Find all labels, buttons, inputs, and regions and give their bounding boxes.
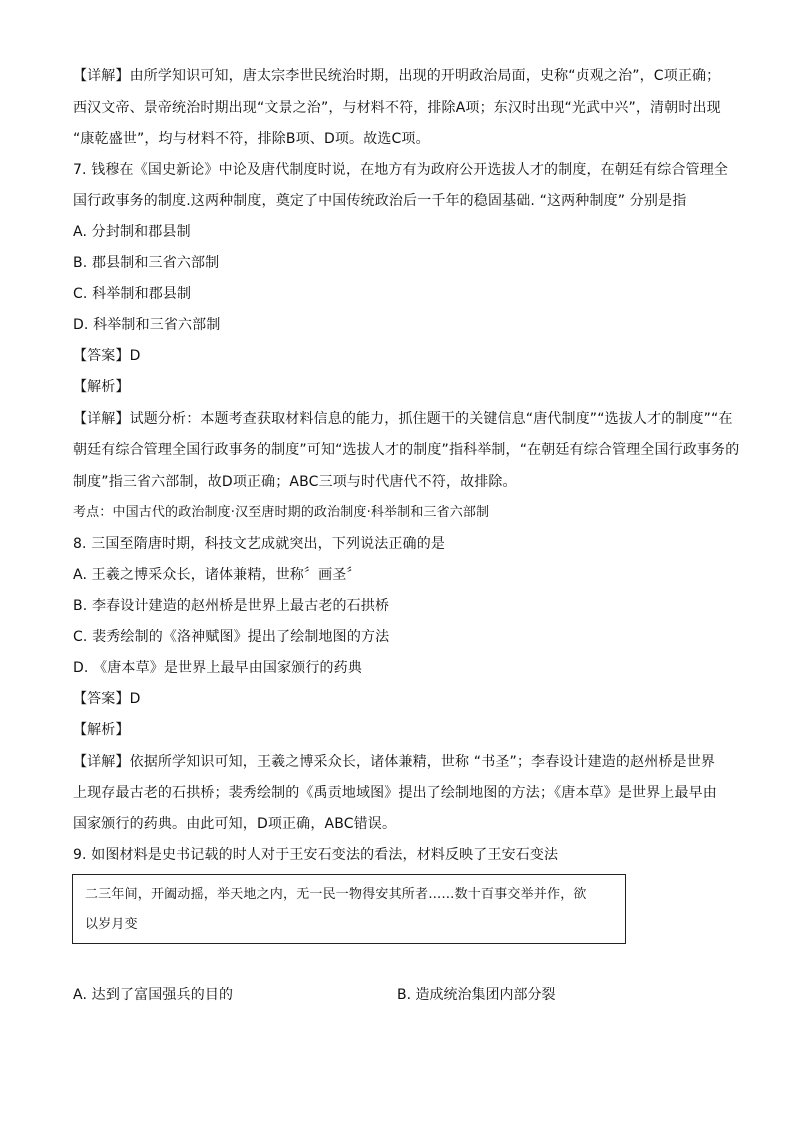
q7-knowledge-point: 考点：中国古代的政治制度·汉至唐时期的政治制度·科举制和三省六部制 bbox=[73, 505, 490, 520]
q7-analysis-line-1: 【详解】试题分析：本题考查获取材料信息的能力，抓住题干的关键信息“唐代制度”“选拔人才的制度”“在 bbox=[73, 411, 733, 427]
q8-option-a: A. 王羲之博采众长，诸体兼精，世称〞画圣〞 bbox=[73, 567, 361, 583]
q8-answer: 【答案】D bbox=[73, 691, 141, 707]
q8-option-c: C. 裴秀绘制的《洛神赋图》提出了绘制地图的方法 bbox=[73, 629, 390, 645]
q7-answer: 【答案】D bbox=[73, 348, 141, 364]
q7-stem-line-2: 国行政事务的制度.这两种制度，奠定了中国传统政治后一千年的稳固基础. “这两种制度” 分别是指 bbox=[73, 193, 687, 209]
q7-option-d: D. 科举制和三省六部制 bbox=[73, 317, 221, 333]
q7-analysis-line-3: 制度”指三省六部制，故D项正确；ABC三项与时代唐代不符，故排除。 bbox=[73, 474, 517, 490]
q8-analysis-line-1: 【详解】依据所学知识可知，王羲之博采众长，诸体兼精，世称 “书圣”；李春设计建造的赵州桥是世界 bbox=[73, 754, 716, 770]
q7-analysis-line-2: 朝廷有综合管理全国行政事务的制度”可知“选拔人才的制度”指科举制，“在朝廷有综合管理全国行政事务的 bbox=[73, 442, 740, 458]
q8-stem: 8. 三国至隋唐时期，科技文艺成就突出，下列说法正确的是 bbox=[73, 536, 446, 552]
q7-analysis-heading: 【解析】 bbox=[73, 379, 130, 395]
q9-quote-box bbox=[72, 874, 626, 944]
q8-option-b: B. 李春设计建造的赵州桥是世界上最古老的石拱桥 bbox=[73, 598, 390, 614]
q7-option-a: A. 分封制和郡县制 bbox=[73, 224, 191, 240]
q6-analysis-line-3: “康乾盛世”，均与材料不符，排除B项、D项。故选C项。 bbox=[73, 131, 430, 147]
q9-option-a: A. 达到了富国强兵的目的 bbox=[73, 987, 234, 1003]
quote-line-2: 以岁月变 bbox=[85, 917, 138, 932]
q8-option-d: D. 《唐本草》是世界上最早由国家颁行的药典 bbox=[73, 660, 362, 676]
q7-option-c: C. 科举制和郡县制 bbox=[73, 286, 192, 302]
q6-analysis-line-1: 【详解】由所学知识可知，唐太宗李世民统治时期，出现的开明政治局面，史称“贞观之治”，C项正确； bbox=[73, 68, 721, 84]
q9-option-b: B. 造成统治集团内部分裂 bbox=[397, 987, 556, 1003]
quote-line-1: 二三年间，开阖动摇，举天地之内，无一民一物得安其所者……数十百事交举并作，欲 bbox=[85, 887, 587, 902]
q8-analysis-line-3: 国家颁行的药典。由此可知，D项正确，ABC错误。 bbox=[73, 816, 397, 832]
q6-analysis-line-2: 西汉文帝、景帝统治时期出现“文景之治”，与材料不符，排除A项；东汉时出现“光武中兴”，清朝时出现 bbox=[73, 100, 721, 116]
q7-stem-line-1: 7. 钱穆在《国史新论》中论及唐代制度时说，在地方有为政府公开选拔人才的制度，在朝廷有综合管理全 bbox=[73, 162, 729, 178]
q9-stem: 9. 如图材料是史书记载的时人对于王安石变法的看法，材料反映了王安石变法 bbox=[73, 847, 559, 863]
q8-analysis-heading: 【解析】 bbox=[73, 722, 130, 738]
q7-option-b: B. 郡县制和三省六部制 bbox=[73, 255, 220, 271]
q8-analysis-line-2: 上现存最古老的石拱桥；裴秀绘制的《禹贡地域图》提出了绘制地图的方法；《唐本草》是世界上最早由 bbox=[73, 785, 717, 801]
